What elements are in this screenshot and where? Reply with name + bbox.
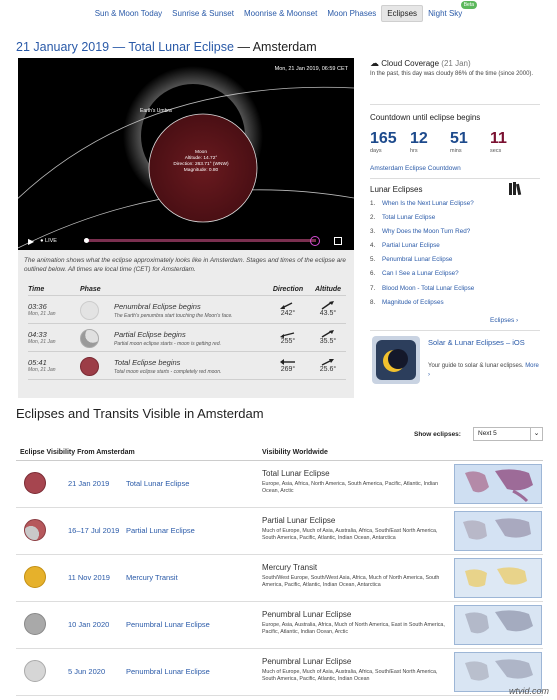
eclipse-moon-icon (24, 613, 46, 635)
altitude-arrow-icon (310, 328, 346, 338)
stage-desc: Partial moon eclipse starts - moon is getting red. (114, 341, 221, 347)
divider (370, 104, 540, 105)
table-row[interactable] (16, 602, 543, 649)
eclipse-title-link[interactable]: 21 January 2019 — Total Lunar Eclipse (16, 40, 234, 54)
stage-time: 03:36 (28, 302, 47, 311)
moon-altitude: Altitude: 14.72° (184, 156, 218, 161)
countdown-values (370, 130, 540, 154)
moon-magnitude: Magnitude: 0.80 (183, 168, 219, 173)
stage-direction-value: 242° (280, 310, 296, 317)
moon-phase-icon (80, 329, 99, 348)
app-desc-text: Your guide to solar & lunar eclipses. (428, 363, 524, 369)
moon-label: Moon (195, 150, 207, 155)
eclipse-moon-icon (24, 660, 46, 682)
header-direction: Direction (272, 286, 304, 293)
cloud-coverage-text: In the past, this day was cloudy 86% of the time (since 2000). (370, 71, 534, 77)
countdown-secs-label: secs (490, 148, 502, 154)
stages-table (28, 284, 346, 380)
stage-title: Penumbral Eclipse begins (114, 302, 201, 311)
eclipse-name-link[interactable]: Mercury Transit (126, 573, 178, 582)
nav-night-sky[interactable]: Night Sky (428, 8, 463, 18)
eclipses-more-link[interactable] (490, 317, 540, 324)
watermark: wtvid.com (508, 686, 549, 696)
cloud-coverage-title (370, 58, 540, 69)
chevron-right-icon: › (516, 317, 519, 324)
earth-umbra-label: Earth's Umbra (140, 108, 172, 114)
eclipse-animation-player[interactable] (18, 58, 354, 250)
stage-row (28, 324, 346, 352)
world-map-icon (455, 559, 542, 598)
countdown-secs (490, 130, 530, 154)
top-nav (0, 0, 557, 26)
lunar-link[interactable]: Can I See a Lunar Eclipse? (382, 270, 459, 278)
stage-row (28, 296, 346, 324)
stage-desc: Total moon eclipse starts - completely red moon. (114, 369, 222, 375)
eclipse-date-link[interactable]: 16–17 Jul 2019 (68, 526, 120, 535)
show-eclipses-select[interactable] (473, 427, 543, 441)
stage-desc: The Earth's penumbra start touching the Moon's face. (114, 313, 233, 319)
nav-eclipses[interactable]: Eclipses (381, 5, 423, 22)
header-phase: Phase (80, 286, 101, 293)
table-row[interactable] (16, 461, 543, 508)
direction-arrow-icon (266, 356, 310, 366)
show-eclipses-label: Show eclipses: (414, 431, 461, 438)
beta-badge: Beta (461, 1, 477, 9)
app-more-link[interactable]: More (525, 363, 539, 369)
show-eclipses-value: Next 5 (478, 430, 497, 437)
direction-arrow-icon (266, 300, 310, 310)
stage-altitude-value: 35.5° (319, 338, 337, 345)
countdown-title: Countdown until eclipse begins (370, 113, 481, 122)
list-item: 6. Can I See a Lunar Eclipse? (370, 270, 540, 284)
page-title (16, 40, 317, 54)
direction-arrow-icon (266, 328, 310, 338)
table-row[interactable] (16, 649, 543, 696)
list-item: 2. Total Lunar Eclipse (370, 214, 540, 228)
live-indicator: ● LIVE (40, 238, 57, 244)
nav-moon-phases[interactable]: Moon Phases (327, 8, 377, 18)
world-map-icon (455, 606, 542, 645)
eclipse-countdown-link[interactable]: Amsterdam Eclipse Countdown (370, 165, 461, 172)
moon-phase-icon (80, 357, 99, 376)
stage-altitude (310, 356, 346, 373)
world-map-icon (455, 465, 542, 504)
lunar-eclipses-title: Lunar Eclipses (370, 185, 423, 194)
stage-direction-value: 269° (280, 366, 296, 373)
eclipse-name-link[interactable]: Penumbral Lunar Eclipse (126, 667, 210, 676)
eclipse-name-link[interactable]: Total Lunar Eclipse (126, 479, 190, 488)
eclipse-date-link[interactable]: 21 Jan 2019 (68, 479, 110, 488)
moon-direction: Direction: 263.71° (WNW) (173, 162, 229, 167)
moon-info (166, 150, 236, 174)
loop-icon[interactable] (310, 236, 320, 246)
stage-title: Partial Eclipse begins (114, 330, 186, 339)
col-visibility-worldwide: Visibility Worldwide (262, 449, 328, 456)
visibility-map[interactable] (454, 464, 542, 504)
live-label: LIVE (45, 238, 57, 244)
eclipse-date-link[interactable]: 11 Nov 2019 (68, 573, 110, 582)
header-altitude: Altitude (314, 286, 342, 293)
location-title: — Amsterdam (233, 40, 317, 54)
countdown-hours-value: 12 (410, 130, 428, 147)
worldwide-desc: South/West Europe, South/West Asia, Africa, Much of North America, South America, Pacific, Atlantic, Indian Ocean, Antarctica (262, 575, 440, 589)
worldwide-desc: Europe, Asia, Australia, Africa, Much of North America, East in South America, Pacific, Atlantic, Indian Ocean, Arctic (262, 622, 445, 636)
world-map-icon (455, 512, 542, 551)
worldwide-desc: Much of Europe, Much of Asia, Australia, Africa, South/East North America, South America, Pacific, Atlantic, Indian Ocean (262, 669, 438, 683)
lunar-link[interactable]: Why Does the Moon Turn Red? (382, 228, 471, 236)
cloud-icon: ☁ (370, 58, 379, 68)
visibility-map[interactable] (454, 605, 542, 645)
stage-altitude-value: 25.6° (319, 366, 337, 373)
visible-eclipses-title: Eclipses and Transits Visible in Amsterdam (16, 406, 264, 421)
stage-time: 04:33 (28, 330, 47, 339)
fullscreen-icon[interactable] (334, 237, 342, 245)
app-description (428, 362, 540, 380)
video-timestamp: Mon, 21 Jan 2019, 06:59 CET (274, 66, 348, 72)
nav-sun-moon-today[interactable]: Sun & Moon Today (94, 8, 163, 18)
stage-date: Mon, 21 Jan (28, 367, 56, 373)
stage-altitude (310, 300, 346, 317)
eclipse-date-link[interactable]: 10 Jan 2020 (68, 620, 110, 629)
lunar-link[interactable]: Penumbral Lunar Eclipse (382, 256, 453, 264)
stages-header (28, 284, 346, 296)
stage-altitude (310, 328, 346, 345)
visibility-map[interactable] (454, 558, 542, 598)
stage-direction (266, 356, 310, 373)
solar-eclipse-icon (372, 336, 420, 384)
countdown-mins-label: mins (450, 148, 462, 154)
animation-caption: The animation shows what the eclipse approximately looks like in Amsterdam. Stages and times of the eclipse are outlined below. All times are local time (CET) for Amsterdam. (24, 257, 346, 273)
lunar-link[interactable]: Partial Lunar Eclipse (382, 242, 440, 250)
divider (370, 178, 540, 179)
list-item: 5. Penumbral Lunar Eclipse (370, 256, 540, 270)
cloud-title-text: Cloud Coverage (381, 59, 440, 68)
lunar-link[interactable]: When Is the Next Lunar Eclipse? (382, 200, 474, 207)
eclipse-moon-icon (24, 472, 46, 494)
countdown-hours-label: hrs (410, 148, 418, 154)
worldwide-desc: Much of Europe, Much of Asia, Australia, Africa, South/East North America, South America, Pacific, Atlantic, Indian Ocean, Antarctica (262, 528, 438, 542)
eclipse-app-icon[interactable] (372, 336, 420, 384)
header-time: Time (28, 286, 45, 293)
books-icon (508, 181, 522, 195)
app-title-link[interactable]: Solar & Lunar Eclipses – iOS (428, 338, 525, 347)
stage-row (28, 352, 346, 380)
stage-time: 05:41 (28, 358, 47, 367)
list-item: 3. Why Does the Moon Turn Red? (370, 228, 540, 242)
play-icon[interactable]: ▶ (28, 236, 35, 246)
chevron-down-icon: ⌄ (530, 428, 542, 440)
list-item: 1. When Is the Next Lunar Eclipse? (370, 200, 540, 214)
lunar-eclipses-list (370, 200, 540, 313)
nav-sunrise-sunset[interactable]: Sunrise & Sunset (172, 8, 234, 18)
countdown-days-value: 165 (370, 130, 397, 147)
table-row[interactable] (16, 555, 543, 602)
countdown-days (370, 130, 410, 154)
countdown-days-label: days (370, 148, 382, 154)
stage-title: Total Eclipse begins (114, 358, 181, 367)
cloud-date: (21 Jan) (441, 59, 471, 68)
worldwide-title: Penumbral Lunar Eclipse (262, 657, 352, 666)
countdown-mins (450, 130, 490, 154)
stage-altitude-value: 43.5° (319, 310, 337, 317)
altitude-arrow-icon (310, 300, 346, 310)
lunar-link[interactable]: Total Lunar Eclipse (382, 214, 436, 222)
eclipse-name-link[interactable]: Penumbral Lunar Eclipse (126, 620, 210, 629)
divider (370, 330, 540, 331)
worldwide-title: Total Lunar Eclipse (262, 469, 330, 478)
list-item: 8. Magnitude of Eclipses (370, 299, 540, 313)
countdown-secs-value: 11 (490, 130, 507, 147)
worldwide-title: Partial Lunar Eclipse (262, 516, 336, 525)
stage-date: Mon, 21 Jan (28, 339, 56, 345)
stage-date: Mon, 21 Jan (28, 311, 56, 317)
col-visibility-amsterdam: Eclipse Visibility From Amsterdam (20, 449, 135, 456)
stage-direction (266, 300, 310, 317)
chevron-right-icon: › (428, 372, 430, 378)
lunar-link[interactable]: Magnitude of Eclipses (382, 298, 444, 306)
altitude-arrow-icon (310, 356, 346, 366)
list-item: 4. Partial Lunar Eclipse (370, 242, 540, 256)
lunar-link[interactable]: Blood Moon - Total Lunar Eclipse (382, 284, 475, 292)
stage-direction-value: 255° (280, 338, 296, 345)
eclipse-moon-icon (24, 519, 46, 541)
worldwide-desc: Europe, Asia, Africa, North America, South America, Pacific, Atlantic, Indian Ocean, Arctic (262, 481, 439, 495)
table-row[interactable] (16, 508, 543, 555)
countdown-hours (410, 130, 450, 154)
eclipses-more-label[interactable]: Eclipses (490, 317, 515, 324)
eclipse-name-link[interactable]: Partial Lunar Eclipse (126, 526, 195, 535)
sun-transit-icon (24, 566, 46, 588)
nav-moonrise-moonset[interactable]: Moonrise & Moonset (243, 8, 318, 18)
visibility-map[interactable] (454, 511, 542, 551)
stage-direction (266, 328, 310, 345)
countdown-mins-value: 51 (450, 130, 468, 147)
worldwide-title: Penumbral Lunar Eclipse (262, 610, 352, 619)
moon-phase-icon (80, 301, 99, 320)
worldwide-title: Mercury Transit (262, 563, 318, 572)
eclipse-table-header (16, 445, 543, 461)
list-item: 7. Blood Moon - Total Lunar Eclipse (370, 285, 540, 299)
eclipse-date-link[interactable]: 5 Jun 2020 (68, 667, 106, 676)
